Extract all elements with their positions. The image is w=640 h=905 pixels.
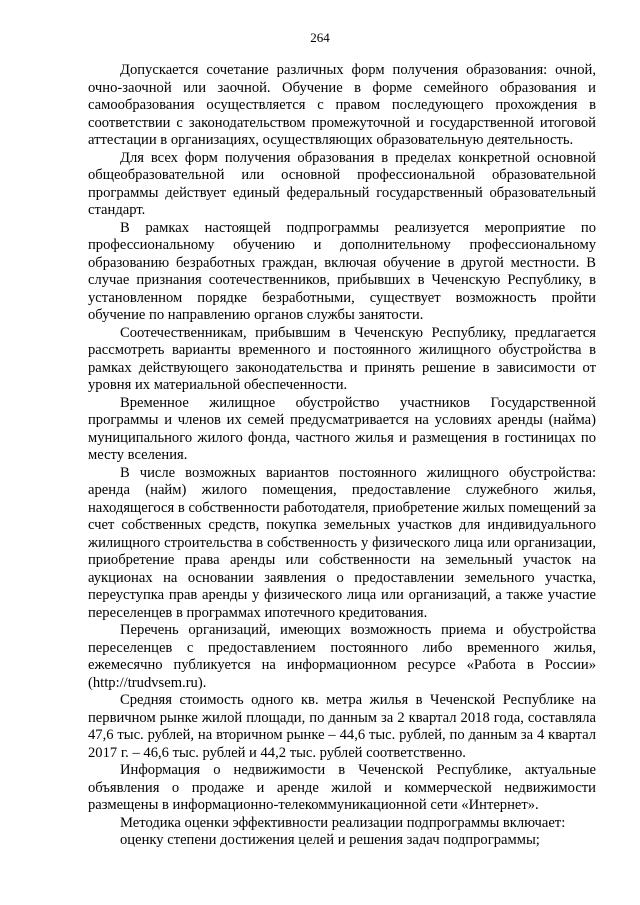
paragraph-forms-of-education: Допускается сочетание различных форм получения образования: очной, очно-заочной или заочной. Обучение в форме семейного образования и самообразования осуществляется с правом последующего прохождения в соответствии с законодательством промежуточной и государственной итоговой аттестации в организациях, осуществляющих образовательную деятельность. <box>88 62 596 148</box>
paragraph-evaluation-method: Методика оценки эффективности реализации подпрограммы включает: <box>120 814 566 831</box>
paragraph-housing-options: Соотечественникам, прибывшим в Чеченскую Республику, предлагается рассмотреть варианты временного и постоянного жилищного обустройства в рамках действующего законодательства и принять решение в зависимости от уровня их материальной обеспеченности. <box>88 324 596 393</box>
paragraph-temporary-housing: Временное жилищное обустройство участников Государственной программы и членов их семей предусматривается на условиях аренды (найма) муниципального жилого фонда, частного жилья и размещения в гостиницах по месту вселения. <box>88 394 596 463</box>
paragraph-permanent-housing: В числе возможных вариантов постоянного жилищного обустройства: аренда (найм) жилого помещения, предоставление служебного жилья, находящегося в собственности работодателя, приобретение жилых помещений за счет собственных средств, покупка земельных участков для индивидуального жилищного строительства в собственность у физического лица или организации, приобретение права аренды или собственности на земельный участок на аукционах на основании заявления о предоставлении земельного участка, переуступка прав аренды у физического лица или организаций, а также участие переселенцев в программах ипотечного кредитования. <box>88 464 596 621</box>
paragraph-housing-cost: Средняя стоимость одного кв. метра жилья в Чеченской Республике на первичном рынке жилой площади, по данным за 2 квартал 2018 года, составляла 47,6 тыс. рублей, на вторичном рынке – 44,6 тыс. рублей, по данным за 4 квартал 2017 г. – 46,6 тыс. рублей и 44,2 тыс. рублей соответственно. <box>88 692 596 761</box>
paragraph-education-standard: Для всех форм получения образования в пределах конкретной основной общеобразовательной или основной профессиональной образовательной программы действует единый федеральный государственный образовательный стандарт. <box>88 149 596 218</box>
document-body <box>88 62 596 850</box>
page-number: 264 <box>310 30 330 45</box>
paragraph-employer-list: Перечень организаций, имеющих возможность приема и обустройства переселенцев с предоставлением постоянного либо временного жилья, ежемесячно публикуется на информационном ресурсе «Работа в России» (http://trudvsem.ru). <box>88 622 596 691</box>
paragraph-real-estate-info: Информация о недвижимости в Чеченской Республике, актуальные объявления о продаже и аренде жилой и коммерческой недвижимости размещены в информационно-телекоммуникационной сети «Интернет». <box>88 762 596 813</box>
paragraph-evaluation-item: оценку степени достижения целей и решения задач подпрограммы; <box>120 832 540 848</box>
paragraph-professional-training: В рамках настоящей подпрограммы реализуется мероприятие по профессиональному обучению и дополнительному профессиональному образованию безработных граждан, включая обучение в другой местности. В случае признания соотечественников, прибывших в Чеченскую Республику, в установленном порядке безработными, существует возможность пройти обучение по направлению органов службы занятости. <box>88 219 596 323</box>
